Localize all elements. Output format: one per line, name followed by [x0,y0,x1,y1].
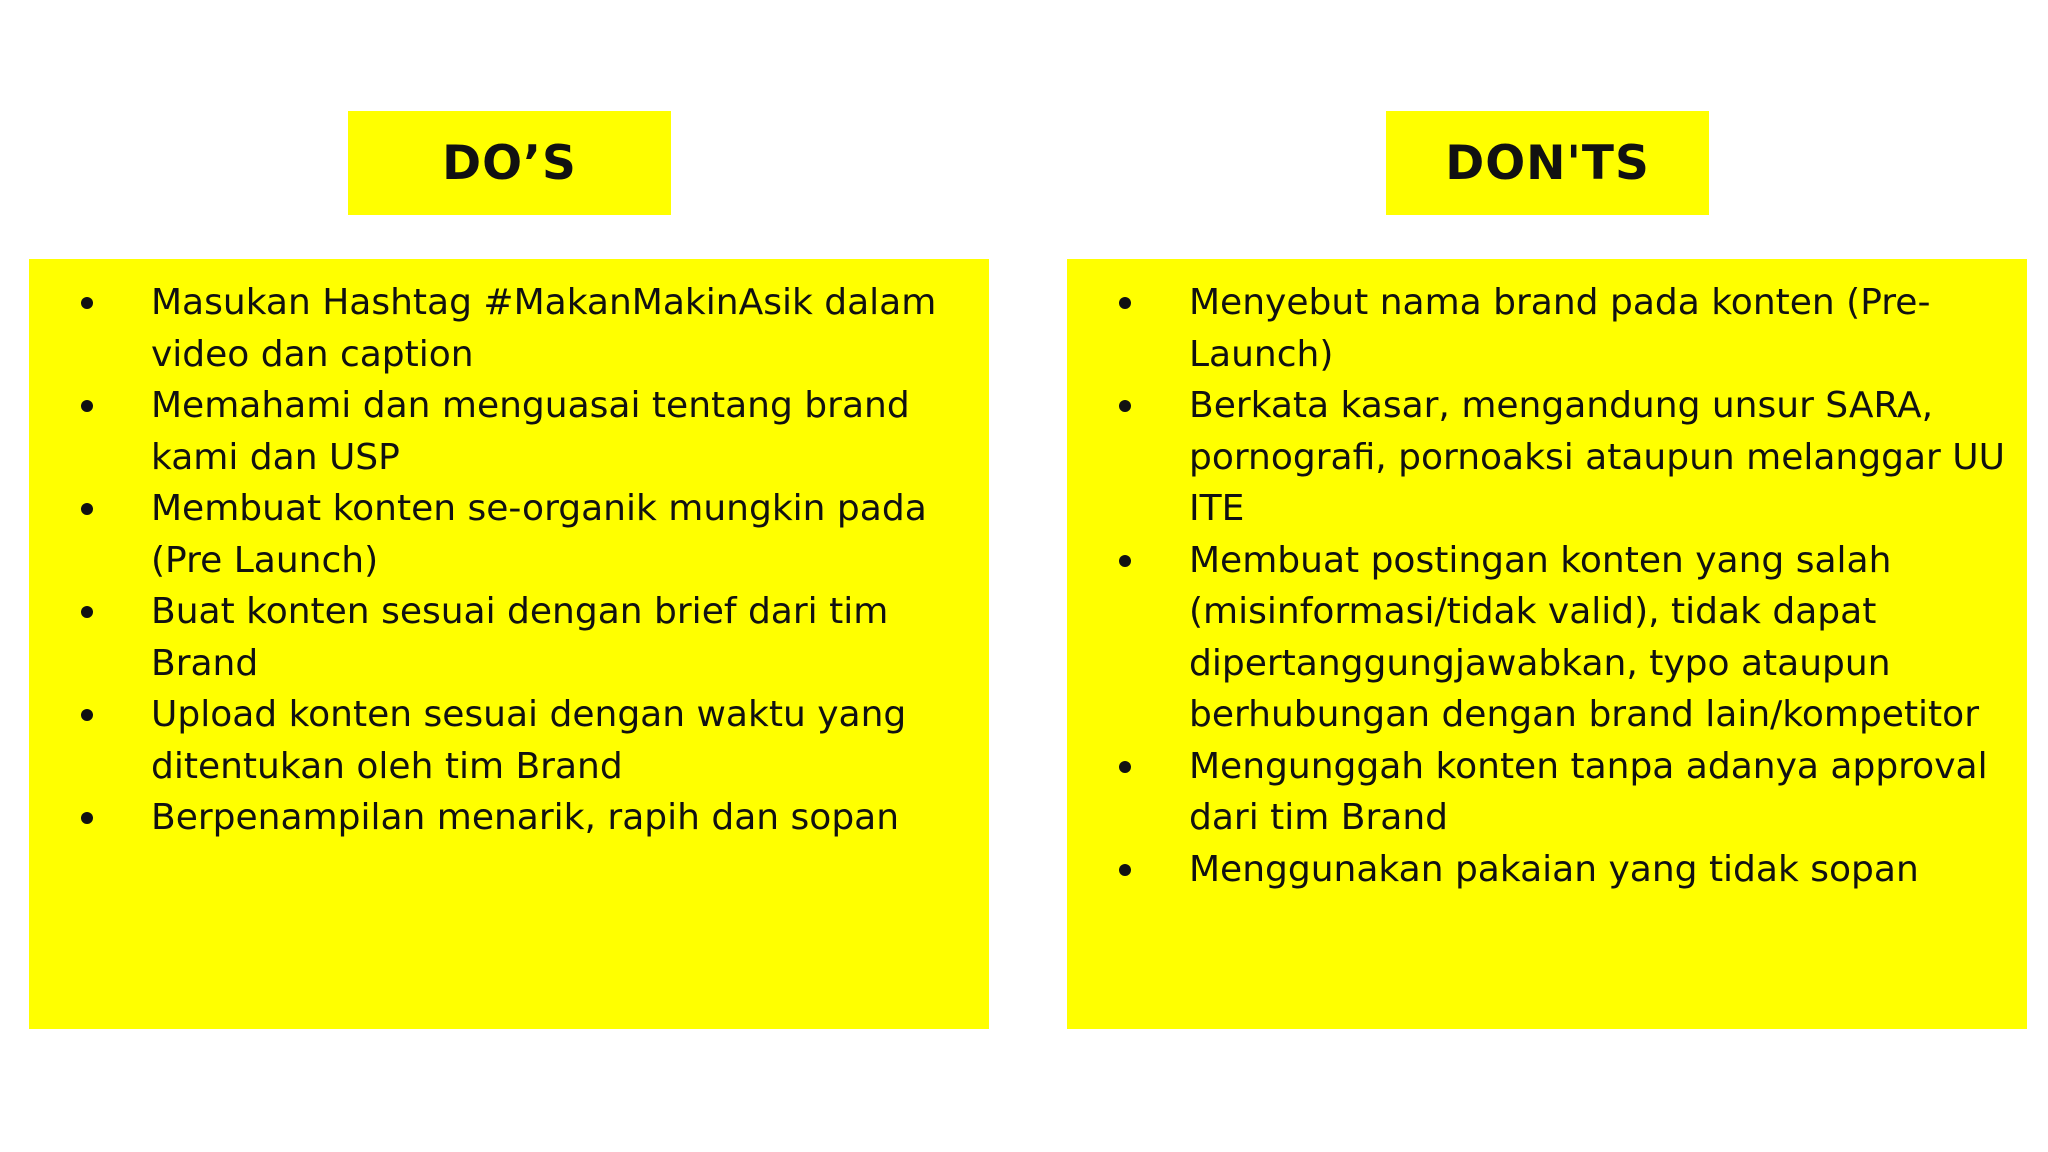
donts-list-item [1067,277,2027,380]
dos-title-box [348,111,671,215]
dos-list-item [29,689,989,792]
dos-item-text: Masukan Hashtag #MakanMakinAsik dalam video dan caption [151,282,937,375]
bullet-icon [1119,555,1131,567]
bullet-icon [81,709,93,721]
dos-item-text: Memahami dan menguasai tentang brand kami dan USP [151,385,910,478]
bullet-icon [1119,761,1131,773]
bullet-icon [1119,864,1131,876]
bullet-icon [81,812,93,824]
donts-list-item [1067,741,2027,844]
dos-list-item [29,380,989,483]
dos-list-item [29,483,989,586]
dos-list [29,277,989,844]
donts-item-text: Membuat postingan konten yang salah (misinformasi/tidak valid), tidak dapat dipertanggungjawabkan, typo ataupun berhubungan dengan brand lain/kompetitor [1189,539,1979,735]
bullet-icon [81,503,93,515]
dos-item-text: Buat konten sesuai dengan brief dari tim Brand [151,591,889,684]
dos-list-item [29,277,989,380]
donts-list-item [1067,844,2027,896]
dos-item-text: Membuat konten se-organik mungkin pada (Pre Launch) [151,488,927,581]
bullet-icon [81,606,93,618]
donts-item-text: Menggunakan pakaian yang tidak sopan [1189,848,1919,890]
dos-list-item [29,792,989,844]
donts-list-item [1067,380,2027,535]
dos-panel [29,259,989,1029]
dos-title: DO’S [442,135,577,191]
donts-item-text: Berkata kasar, mengandung unsur SARA, pornografi, pornoaksi ataupun melanggar UU ITE [1189,385,2005,529]
donts-list-item [1067,535,2027,741]
donts-panel [1067,259,2027,1029]
bullet-icon [1119,400,1131,412]
donts-list [1067,277,2027,895]
bullet-icon [81,400,93,412]
donts-title-box [1386,111,1709,215]
bullet-icon [81,297,93,309]
bullet-icon [1119,297,1131,309]
dos-item-text: Upload konten sesuai dengan waktu yang ditentukan oleh tim Brand [151,694,907,787]
dos-list-item [29,586,989,689]
dos-item-text: Berpenampilan menarik, rapih dan sopan [151,797,900,838]
donts-item-text: Menyebut nama brand pada konten (Pre-Launch) [1189,282,1931,375]
donts-item-text: Mengunggah konten tanpa adanya approval dari tim Brand [1189,745,1988,838]
donts-title: DON'TS [1445,135,1650,191]
